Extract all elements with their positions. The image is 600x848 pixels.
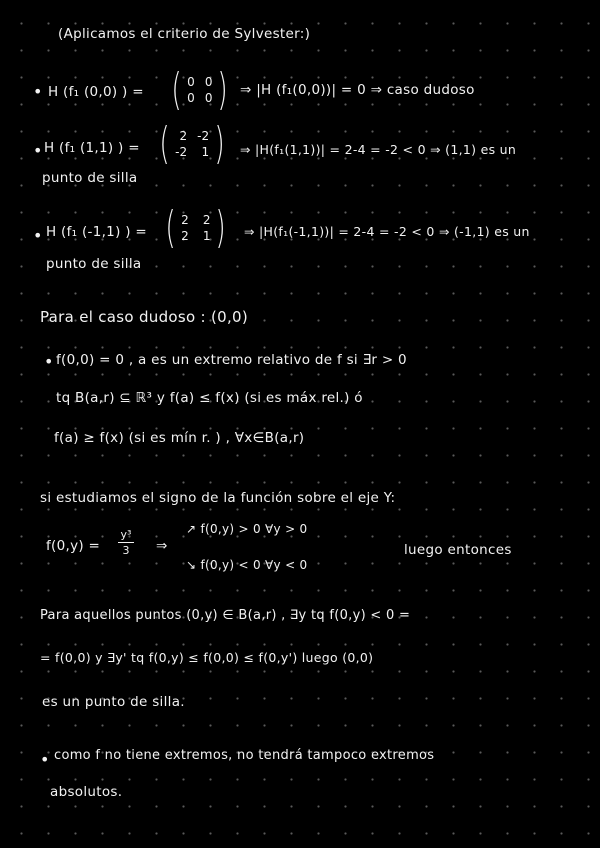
final-line-2: absolutos. (50, 784, 123, 800)
hessian-3-label: H (f₁ (-1,1) ) = (46, 224, 148, 240)
hessian-1-result: ⇒ |H (f₁(0,0))| = 0 ⇒ caso dudoso (240, 82, 475, 98)
hessian-3-matrix: ( 2 2 2 1 ) (165, 202, 227, 253)
definition-line-3: f(a) ≥ f(x) (si es mín r. ) , ∀x∈B(a,r) (54, 430, 305, 446)
hessian-1-label: H (f₁ (0,0) ) = (48, 84, 144, 100)
conclusion-line-2: = f(0,0) y ∃y' tq f(0,y) ≤ f(0,0) ≤ f(0,y') luego (0,0) (40, 650, 374, 665)
bullet-dot: • (33, 226, 43, 245)
matrix-cell: 2 (181, 213, 189, 227)
matrix-cell: 2 (179, 129, 188, 143)
final-line-1: como f no tiene extremos, no tendrá tampoco extremos (54, 748, 435, 763)
definition-line-1: f(0,0) = 0 , a es un extremo relativo de f si ∃r > 0 (56, 352, 407, 368)
fraction-denominator: 3 (122, 544, 130, 557)
matrix-cell: 2 (202, 213, 211, 227)
implies-arrow: ⇒ (156, 538, 168, 554)
sign-case-positive: ↗ f(0,y) > 0 ∀y > 0 (186, 522, 308, 536)
fraction (118, 528, 134, 557)
function-lhs: f(0,y) = (46, 538, 101, 554)
bullet-dot: • (33, 82, 43, 101)
hessian-2-conclusion: punto de silla (42, 170, 138, 186)
bullet-dot: • (33, 141, 43, 160)
hessian-1-matrix: ( 0 0 0 0 ) (171, 64, 229, 115)
signo-intro: si estudiamos el signo de la función sobre el eje Y: (40, 490, 396, 506)
matrix-cell: 0 (187, 91, 195, 105)
intro-text: (Aplicamos el criterio de Sylvester:) (58, 26, 311, 42)
hessian-3-conclusion: punto de silla (46, 256, 142, 272)
definition-line-2: tq B(a,r) ⊆ ℝ³ y f(a) ≤ f(x) (si es máx rel.) ó (56, 390, 363, 406)
matrix-cell: 1 (202, 229, 211, 243)
fraction-numerator: y³ (120, 528, 132, 541)
matrix-cell: 1 (201, 145, 210, 159)
luego-entonces: luego entonces (404, 542, 512, 558)
hessian-3-result: ⇒ |H(f₁(-1,1))| = 2-4 = -2 < 0 ⇒ (-1,1) es un (244, 224, 530, 239)
dudoso-title: Para el caso dudoso : (0,0) (40, 308, 249, 326)
bullet-dot: • (44, 352, 54, 371)
matrix-cell: 0 (204, 75, 213, 89)
sign-case-negative: ↘ f(0,y) < 0 ∀y < 0 (186, 558, 308, 572)
hessian-2-matrix: ( 2 -2 -2 1 ) (159, 118, 225, 169)
hessian-2-result: ⇒ |H(f₁(1,1))| = 2-4 = -2 < 0 ⇒ (1,1) es un (240, 142, 517, 157)
matrix-cell: 0 (187, 75, 195, 89)
matrix-cell: -2 (197, 129, 210, 143)
hessian-2-label: H (f₁ (1,1) ) = (44, 140, 140, 156)
matrix-cell: -2 (175, 145, 188, 159)
bullet-dot: • (40, 750, 50, 769)
conclusion-line-3: es un punto de silla. (42, 694, 185, 710)
conclusion-line-1: Para aquellos puntos (0,y) ∈ B(a,r) , ∃y tq f(0,y) < 0 = (40, 608, 411, 623)
matrix-cell: 2 (181, 229, 189, 243)
matrix-cell: 0 (204, 91, 213, 105)
